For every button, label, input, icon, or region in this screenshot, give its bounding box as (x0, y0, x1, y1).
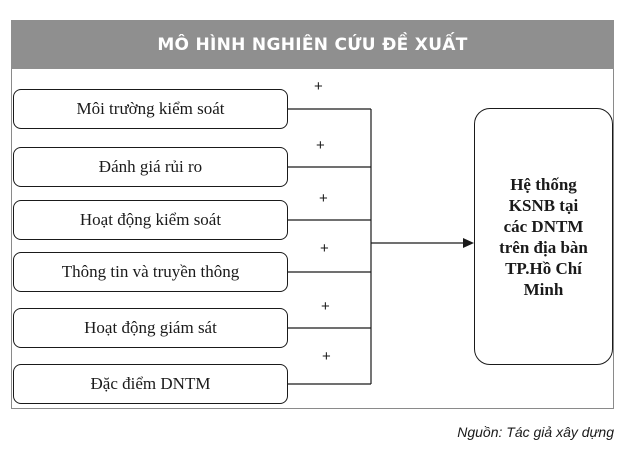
factor-label: Hoạt động giám sát (84, 318, 217, 337)
factor-label: Đánh giá rủi ro (98, 157, 203, 176)
factor-box-1 (13, 147, 288, 187)
arrow-head (463, 238, 474, 248)
target-box (474, 108, 613, 365)
factor-box-0 (13, 89, 288, 129)
plus-sign-5: + (322, 348, 331, 365)
plus-sign-2: + (319, 190, 328, 207)
target-line: TP.Hồ Chí (505, 258, 582, 278)
plus-sign-1: + (316, 137, 325, 154)
factor-label: Đặc điểm DNTM (90, 374, 211, 393)
factor-label: Thông tin và truyền thông (61, 262, 240, 281)
target-line: Minh (523, 279, 564, 299)
target-line: KSNB tại (508, 195, 579, 215)
target-text (499, 174, 588, 300)
target-line: các DNTM (503, 216, 584, 236)
factor-box-5 (13, 364, 288, 404)
factor-box-4 (13, 308, 288, 348)
target-line: Hệ thống (510, 174, 577, 194)
diagram-title: MÔ HÌNH NGHIÊN CỨU ĐỀ XUẤT (11, 20, 614, 69)
factor-box-2 (13, 200, 288, 240)
factor-label: Hoạt động kiểm soát (79, 210, 222, 229)
factor-box-3 (13, 252, 288, 292)
plus-sign-0: + (314, 78, 323, 95)
source-caption: Nguồn: Tác giả xây dựng (457, 424, 614, 440)
plus-sign-3: + (320, 240, 329, 257)
plus-sign-4: + (321, 298, 330, 315)
factor-label: Môi trường kiểm soát (76, 99, 225, 118)
target-line: trên địa bàn (499, 237, 588, 257)
